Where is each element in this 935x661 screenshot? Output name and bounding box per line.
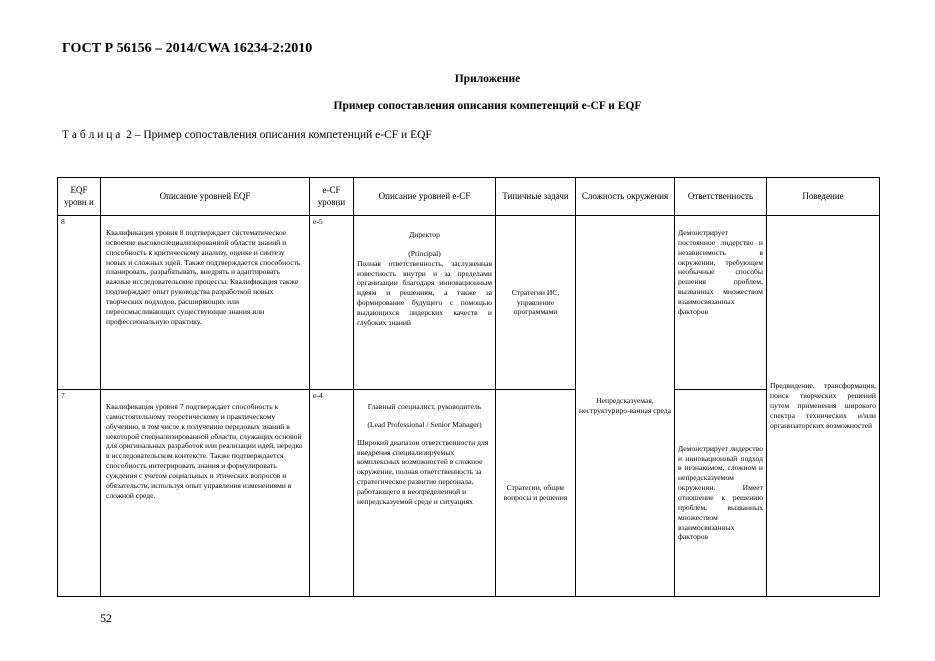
header-eqf-level: EQF уровн и — [58, 178, 101, 216]
ecf-level-cell: e-4 — [310, 390, 354, 597]
header-ecf-desc: Описание уровней e-CF — [354, 178, 496, 216]
responsibility-cell: Демонстрирует лидерство и инновационный подход в незнакомом, сложном и непредсказуемом окружении. Имеет отношение к решению проблем, вызванных множеством взаимосвязанных факторов — [675, 390, 767, 597]
table-row — [58, 216, 880, 390]
table-row — [58, 390, 880, 597]
ecf-level-cell: e-5 — [310, 216, 354, 390]
header-tasks: Типичные задачи — [496, 178, 576, 216]
ecf-desc-text: Полная ответственность, заслуженная известность внутри и за пределами организации благодаря инновационным идеям и решениям, а также за формирование будущего с помощью выдающихся лидерских качеств и глубоких знаний — [357, 258, 492, 327]
header-eqf-desc: Описание уровней EQF — [101, 178, 310, 216]
comparison-table — [57, 177, 880, 597]
ecf-desc-cell — [354, 390, 496, 597]
header-responsibility: Ответственность — [675, 178, 767, 216]
table-caption: Т а б л и ц а 2 – Пример сопоставления описания компетенций e-CF и EQF — [62, 129, 432, 141]
eqf-level-cell: 8 — [58, 216, 101, 390]
eqf-desc-cell: Квалификация уровня 8 подтверждает систематическое освоение высокоспециализированной области знаний и способность к критическому анализу, оценке и синтезу новых и сложных идей. Также подтверждается способность планировать, разрабатывать, внедрять и адаптировать важные исследовательские процессы. Квалификация также подтверждает опыт руководства разработкой новых творческих подходов, расширяющих или переосмысливающих существующие знания или профессиональную практику. — [101, 216, 310, 390]
ecf-desc-cell — [354, 216, 496, 390]
behavior-cell: Предвидение, трансформация, поиск творческих решений путем применения широкого спектра технических и/или организаторских возможностей — [767, 216, 880, 597]
header-complexity: Сложность окружения — [576, 178, 675, 216]
responsibility-cell: Демонстрирует постоянное лидерство и независимость в окружении, требующем необычные способы решения проблем, вызванных множеством взаимосвязанных факторов — [675, 216, 767, 390]
ecf-title-en: (Principal) — [408, 248, 441, 258]
complexity-cell: Непредсказуемая, неструктуриро-ванная среда — [576, 216, 675, 597]
ecf-desc-text: Широкий диапазон ответственности для внедрения специализируемых комплексных возможностей в сложное окружение, полная ответственность за стратегическое развитие персонала, работающего в неопределенной и непредсказуемой среде и ситуациях — [357, 437, 489, 506]
page-title: Пример сопоставления описания компетенций e-CF и EQF — [333, 100, 642, 112]
header-ecf-level: e-CF уровни — [310, 178, 354, 216]
table-header-row — [58, 178, 880, 216]
document-code: ГОСТ Р 56156 – 2014/CWA 16234-2:2010 — [62, 41, 313, 56]
eqf-level-cell: 7 — [58, 390, 101, 597]
header-behavior: Поведение — [767, 178, 880, 216]
appendix-label: Приложение — [454, 73, 521, 85]
ecf-title: Директор — [409, 230, 440, 239]
ecf-title: Главный специалист, руководитель — [367, 402, 482, 411]
page-number: 52 — [100, 611, 112, 625]
ecf-title-en: (Lead Professional / Senior Manager) — [367, 419, 482, 429]
tasks-cell: Стратегии ИС, управление программами — [496, 216, 576, 390]
tasks-cell: Стратегии, общие вопросы и решения — [496, 390, 576, 597]
eqf-desc-cell: Квалификация уровня 7 подтверждает способность к самостоятельному теоретическому и практическому обучению, в том числе к получению передовых знаний в некоторой специализированной области, служащих основой для оригинальных разработок или реализации идей, нередко в исследовательском контексте. Также подтверждается способность интегрировать знания и формулировать суждения с учетом социальных и этических вопросов и обязательств, используя опыт управления изменениями в сложной среде. — [101, 390, 310, 597]
